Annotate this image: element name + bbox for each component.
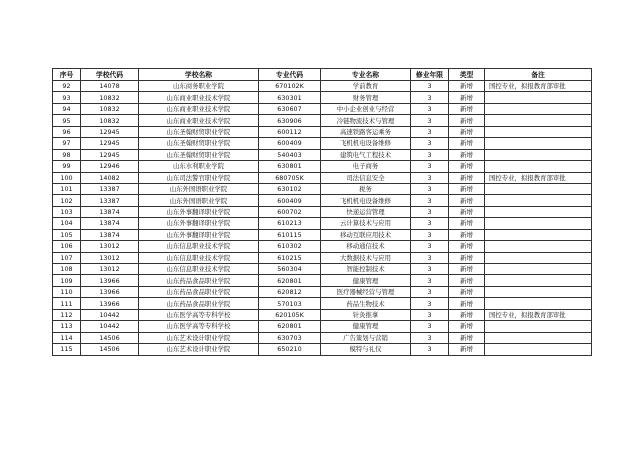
cell-major-name: 飞机机电设备维修	[321, 138, 411, 149]
cell-study-years: 3	[411, 275, 449, 286]
cell-major-name: 冷链物流技术与管理	[321, 115, 411, 126]
cell-study-years: 3	[411, 264, 449, 275]
cell-study-years: 3	[411, 149, 449, 160]
cell-school-code: 14506	[81, 332, 139, 343]
cell-index: 111	[53, 298, 81, 309]
table-row	[53, 218, 592, 229]
cell-type: 新增	[449, 332, 485, 343]
cell-school-code: 13966	[81, 275, 139, 286]
cell-school-name: 山东外事翻译职业学院	[139, 206, 259, 217]
cell-type: 新增	[449, 229, 485, 240]
cell-major-name: 飞机机电设备维修	[321, 195, 411, 206]
cell-type: 新增	[449, 92, 485, 103]
cell-school-name: 山东水利职业学院	[139, 161, 259, 172]
table-row	[53, 92, 592, 103]
cell-type: 新增	[449, 321, 485, 332]
cell-type: 新增	[449, 275, 485, 286]
cell-major-name: 移动通信技术	[321, 241, 411, 252]
cell-index: 108	[53, 264, 81, 275]
cell-type: 新增	[449, 344, 485, 355]
header-study-years: 修业年限	[411, 69, 449, 81]
cell-index: 107	[53, 252, 81, 263]
cell-major-code: 630906	[259, 115, 321, 126]
cell-type: 新增	[449, 309, 485, 320]
cell-school-name: 山东信息职业技术学院	[139, 264, 259, 275]
cell-index: 104	[53, 218, 81, 229]
table-row	[53, 81, 592, 92]
cell-major-name: 云计算技术与应用	[321, 218, 411, 229]
header-major-name: 专业名称	[321, 69, 411, 81]
cell-study-years: 3	[411, 286, 449, 297]
cell-study-years: 3	[411, 309, 449, 320]
cell-school-name: 山东艺术设计职业学院	[139, 332, 259, 343]
cell-remarks	[485, 241, 592, 252]
cell-school-name: 山东外事翻译职业学院	[139, 229, 259, 240]
cell-index: 98	[53, 149, 81, 160]
header-school-name: 学校名称	[139, 69, 259, 81]
table-row	[53, 161, 592, 172]
table-row	[53, 275, 592, 286]
table-row	[53, 286, 592, 297]
cell-index: 96	[53, 126, 81, 137]
cell-school-code: 13874	[81, 218, 139, 229]
cell-major-code: 650210	[259, 344, 321, 355]
cell-major-code: 600409	[259, 195, 321, 206]
cell-remarks	[485, 275, 592, 286]
cell-index: 109	[53, 275, 81, 286]
cell-school-code: 13966	[81, 298, 139, 309]
cell-major-name: 学前教育	[321, 81, 411, 92]
cell-index: 106	[53, 241, 81, 252]
table-row	[53, 172, 592, 183]
cell-major-name: 大数据技术与应用	[321, 252, 411, 263]
cell-remarks: 国控专业，拟报教育部审批	[485, 81, 592, 92]
cell-major-code: 630703	[259, 332, 321, 343]
cell-index: 95	[53, 115, 81, 126]
cell-study-years: 3	[411, 332, 449, 343]
cell-remarks: 国控专业，拟报教育部审批	[485, 309, 592, 320]
cell-study-years: 3	[411, 92, 449, 103]
cell-type: 新增	[449, 138, 485, 149]
cell-remarks	[485, 206, 592, 217]
cell-type: 新增	[449, 161, 485, 172]
new-majors-table	[52, 68, 592, 356]
table-body	[53, 81, 592, 356]
cell-study-years: 3	[411, 229, 449, 240]
table-row	[53, 309, 592, 320]
cell-study-years: 3	[411, 241, 449, 252]
header-type: 类型	[449, 69, 485, 81]
cell-major-code: 620801	[259, 321, 321, 332]
cell-major-code: 630801	[259, 161, 321, 172]
cell-remarks	[485, 252, 592, 263]
cell-school-name: 山东商业职业技术学院	[139, 115, 259, 126]
cell-major-code: 610302	[259, 241, 321, 252]
cell-index: 115	[53, 344, 81, 355]
cell-type: 新增	[449, 172, 485, 183]
table-header-row	[53, 69, 592, 81]
cell-remarks	[485, 218, 592, 229]
cell-remarks	[485, 161, 592, 172]
header-school-code: 学校代码	[81, 69, 139, 81]
table-row	[53, 206, 592, 217]
cell-school-name: 山东司法警官职业学院	[139, 172, 259, 183]
table-row	[53, 252, 592, 263]
cell-major-name: 广告策划与营销	[321, 332, 411, 343]
cell-major-name: 健康管理	[321, 321, 411, 332]
cell-school-code: 13012	[81, 241, 139, 252]
cell-major-code: 630607	[259, 103, 321, 114]
cell-major-code: 620801	[259, 275, 321, 286]
cell-major-name: 建筑电气工程技术	[321, 149, 411, 160]
cell-study-years: 3	[411, 138, 449, 149]
cell-school-code: 10442	[81, 309, 139, 320]
cell-major-name: 健康管理	[321, 275, 411, 286]
cell-major-code: 560304	[259, 264, 321, 275]
cell-school-name: 山东医学高等专科学校	[139, 321, 259, 332]
table-row	[53, 195, 592, 206]
table-row	[53, 241, 592, 252]
cell-school-code: 12945	[81, 138, 139, 149]
cell-index: 93	[53, 92, 81, 103]
cell-school-code: 12946	[81, 161, 139, 172]
cell-school-name: 山东信息职业技术学院	[139, 241, 259, 252]
cell-school-code: 13387	[81, 195, 139, 206]
cell-index: 114	[53, 332, 81, 343]
cell-school-code: 13012	[81, 252, 139, 263]
cell-school-code: 12945	[81, 149, 139, 160]
header-index: 序号	[53, 69, 81, 81]
cell-major-name: 快递运营管理	[321, 206, 411, 217]
table-row	[53, 103, 592, 114]
table-row	[53, 298, 592, 309]
table-row	[53, 229, 592, 240]
cell-major-code: 620812	[259, 286, 321, 297]
cell-school-name: 山东药品食品职业学院	[139, 286, 259, 297]
cell-school-code: 10442	[81, 321, 139, 332]
cell-major-code: 620105K	[259, 309, 321, 320]
cell-school-code: 14078	[81, 81, 139, 92]
cell-major-name: 财务管理	[321, 92, 411, 103]
cell-school-name: 山东医学高等专科学校	[139, 309, 259, 320]
cell-school-code: 10832	[81, 103, 139, 114]
cell-major-code: 600112	[259, 126, 321, 137]
cell-major-code: 630301	[259, 92, 321, 103]
cell-major-name: 司法信息安全	[321, 172, 411, 183]
table-row	[53, 321, 592, 332]
cell-school-name: 山东艺术设计职业学院	[139, 344, 259, 355]
cell-remarks	[485, 92, 592, 103]
table-row	[53, 138, 592, 149]
cell-index: 94	[53, 103, 81, 114]
cell-study-years: 3	[411, 115, 449, 126]
cell-study-years: 3	[411, 126, 449, 137]
cell-type: 新增	[449, 149, 485, 160]
cell-type: 新增	[449, 115, 485, 126]
cell-index: 110	[53, 286, 81, 297]
cell-major-code: 630102	[259, 183, 321, 194]
cell-major-code: 610115	[259, 229, 321, 240]
cell-index: 101	[53, 183, 81, 194]
cell-major-code: 570103	[259, 298, 321, 309]
cell-remarks	[485, 103, 592, 114]
cell-school-name: 山东药品食品职业学院	[139, 298, 259, 309]
cell-school-code: 13387	[81, 183, 139, 194]
cell-type: 新增	[449, 286, 485, 297]
cell-school-code: 13012	[81, 264, 139, 275]
cell-major-code: 610215	[259, 252, 321, 263]
cell-remarks	[485, 332, 592, 343]
cell-remarks: 国控专业，拟报教育部审批	[485, 172, 592, 183]
cell-remarks	[485, 126, 592, 137]
cell-study-years: 3	[411, 218, 449, 229]
cell-school-name: 山东药品食品职业学院	[139, 275, 259, 286]
cell-major-name: 移动互联应用技术	[321, 229, 411, 240]
cell-type: 新增	[449, 298, 485, 309]
cell-type: 新增	[449, 103, 485, 114]
cell-index: 100	[53, 172, 81, 183]
cell-major-name: 模特与礼仪	[321, 344, 411, 355]
cell-school-code: 10832	[81, 115, 139, 126]
cell-school-code: 13874	[81, 206, 139, 217]
table-row	[53, 332, 592, 343]
cell-type: 新增	[449, 183, 485, 194]
cell-type: 新增	[449, 195, 485, 206]
cell-type: 新增	[449, 81, 485, 92]
cell-major-code: 670102K	[259, 81, 321, 92]
cell-school-code: 13966	[81, 286, 139, 297]
cell-index: 105	[53, 229, 81, 240]
table-row	[53, 264, 592, 275]
cell-index: 103	[53, 206, 81, 217]
cell-remarks	[485, 149, 592, 160]
cell-major-name: 药品生物技术	[321, 298, 411, 309]
cell-major-name: 中小企业创业与经营	[321, 103, 411, 114]
cell-school-name: 山东商务职业学院	[139, 81, 259, 92]
cell-major-code: 610213	[259, 218, 321, 229]
cell-school-code: 14506	[81, 344, 139, 355]
cell-type: 新增	[449, 206, 485, 217]
cell-major-name: 医疗器械经营与管理	[321, 286, 411, 297]
cell-index: 92	[53, 81, 81, 92]
cell-school-name: 山东圣翰财贸职业学院	[139, 138, 259, 149]
cell-school-code: 14082	[81, 172, 139, 183]
cell-remarks	[485, 344, 592, 355]
cell-remarks	[485, 183, 592, 194]
cell-study-years: 3	[411, 344, 449, 355]
cell-major-name: 高速铁路客运乘务	[321, 126, 411, 137]
cell-remarks	[485, 264, 592, 275]
cell-study-years: 3	[411, 252, 449, 263]
cell-index: 112	[53, 309, 81, 320]
cell-type: 新增	[449, 241, 485, 252]
header-remarks: 备注	[485, 69, 592, 81]
cell-study-years: 3	[411, 161, 449, 172]
cell-remarks	[485, 298, 592, 309]
cell-major-code: 540403	[259, 149, 321, 160]
cell-study-years: 3	[411, 321, 449, 332]
cell-major-name: 税务	[321, 183, 411, 194]
table-row	[53, 344, 592, 355]
table-row	[53, 115, 592, 126]
cell-school-name: 山东圣翰财贸职业学院	[139, 126, 259, 137]
cell-major-name: 电子商务	[321, 161, 411, 172]
table-row	[53, 149, 592, 160]
cell-school-code: 13874	[81, 229, 139, 240]
cell-study-years: 3	[411, 103, 449, 114]
cell-study-years: 3	[411, 298, 449, 309]
cell-study-years: 3	[411, 183, 449, 194]
cell-school-name: 山东外国语职业学院	[139, 183, 259, 194]
cell-remarks	[485, 321, 592, 332]
cell-school-name: 山东商业职业技术学院	[139, 92, 259, 103]
cell-school-code: 12945	[81, 126, 139, 137]
cell-school-name: 山东圣翰财贸职业学院	[139, 149, 259, 160]
cell-major-code: 600409	[259, 138, 321, 149]
cell-school-name: 山东外国语职业学院	[139, 195, 259, 206]
cell-study-years: 3	[411, 172, 449, 183]
cell-major-code: 680705K	[259, 172, 321, 183]
cell-remarks	[485, 138, 592, 149]
cell-remarks	[485, 229, 592, 240]
cell-major-name: 智能控制技术	[321, 264, 411, 275]
cell-school-code: 10832	[81, 92, 139, 103]
cell-remarks	[485, 195, 592, 206]
cell-school-name: 山东信息职业技术学院	[139, 252, 259, 263]
cell-school-name: 山东外事翻译职业学院	[139, 218, 259, 229]
table-row	[53, 183, 592, 194]
cell-remarks	[485, 115, 592, 126]
cell-remarks	[485, 286, 592, 297]
cell-type: 新增	[449, 264, 485, 275]
table-row	[53, 126, 592, 137]
cell-index: 102	[53, 195, 81, 206]
header-major-code: 专业代码	[259, 69, 321, 81]
cell-study-years: 3	[411, 195, 449, 206]
cell-type: 新增	[449, 126, 485, 137]
cell-index: 97	[53, 138, 81, 149]
cell-index: 113	[53, 321, 81, 332]
cell-type: 新增	[449, 218, 485, 229]
cell-school-name: 山东商业职业技术学院	[139, 103, 259, 114]
cell-major-code: 600702	[259, 206, 321, 217]
cell-study-years: 3	[411, 81, 449, 92]
cell-index: 99	[53, 161, 81, 172]
cell-type: 新增	[449, 252, 485, 263]
cell-study-years: 3	[411, 206, 449, 217]
cell-major-name: 针灸推拿	[321, 309, 411, 320]
